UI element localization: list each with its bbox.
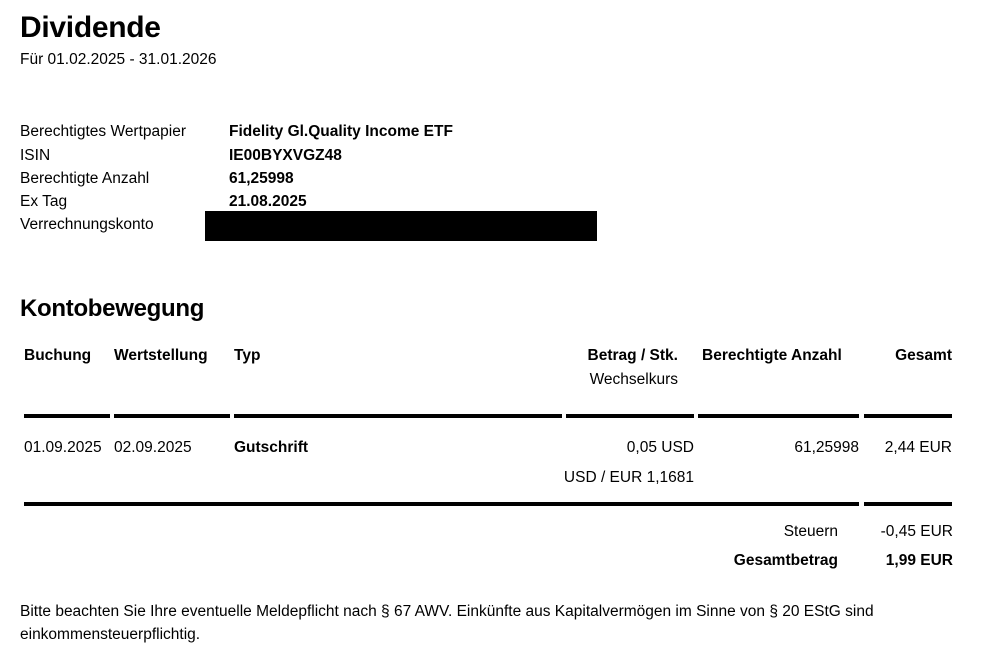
header-divider xyxy=(114,414,230,418)
taxes-label: Steuern xyxy=(783,523,838,540)
header-typ: Typ xyxy=(234,347,261,364)
row-buchung: 01.09.2025 xyxy=(24,439,102,456)
header-buchung: Buchung xyxy=(24,347,92,364)
isin-value: IE00BYXVGZ48 xyxy=(229,147,342,164)
header-betrag: Betrag / Stk. xyxy=(587,347,678,364)
row-divider xyxy=(24,502,859,506)
quantity-value: 61,25998 xyxy=(229,170,294,187)
redacted-account-bar xyxy=(205,211,597,241)
row-wechselkurs: USD / EUR 1,1681 xyxy=(563,469,694,486)
page-title: Dividende xyxy=(20,11,161,44)
ex-day-label: Ex Tag xyxy=(20,193,68,210)
period-text: Für 01.02.2025 - 31.01.2026 xyxy=(20,51,217,68)
taxes-value: -0,45 EUR xyxy=(880,523,953,540)
header-anzahl: Berechtigte Anzahl xyxy=(702,347,842,364)
isin-label: ISIN xyxy=(20,147,51,164)
row-typ: Gutschrift xyxy=(234,439,309,456)
row-wertstellung: 02.09.2025 xyxy=(114,439,192,456)
total-value: 1,99 EUR xyxy=(885,552,953,569)
header-wertstellung: Wertstellung xyxy=(114,347,208,364)
settlement-account-label: Verrechnungskonto xyxy=(20,216,154,233)
quantity-label: Berechtigte Anzahl xyxy=(20,170,150,187)
ex-day-value: 21.08.2025 xyxy=(229,193,307,210)
header-divider xyxy=(864,414,952,418)
header-divider xyxy=(234,414,562,418)
header-divider xyxy=(24,414,110,418)
row-gesamt: 2,44 EUR xyxy=(884,439,952,456)
row-divider xyxy=(864,502,952,506)
header-gesamt: Gesamt xyxy=(895,347,952,364)
footer-note-line2: einkommensteuerpflichtig. xyxy=(20,626,201,643)
row-betrag: 0,05 USD xyxy=(626,439,694,456)
security-value: Fidelity Gl.Quality Income ETF xyxy=(229,123,453,140)
section-title: Kontobewegung xyxy=(20,295,205,322)
row-anzahl: 61,25998 xyxy=(794,439,859,456)
total-label: Gesamtbetrag xyxy=(733,552,838,569)
header-divider xyxy=(698,414,859,418)
footer-note-line1: Bitte beachten Sie Ihre eventuelle Meldepflicht nach § 67 AWV. Einkünfte aus Kapitalvermögen im Sinne von § 20 EStG sind xyxy=(20,603,874,620)
security-label: Berechtigtes Wertpapier xyxy=(20,123,186,140)
header-divider xyxy=(566,414,694,418)
header-wechselkurs: Wechselkurs xyxy=(589,371,678,388)
